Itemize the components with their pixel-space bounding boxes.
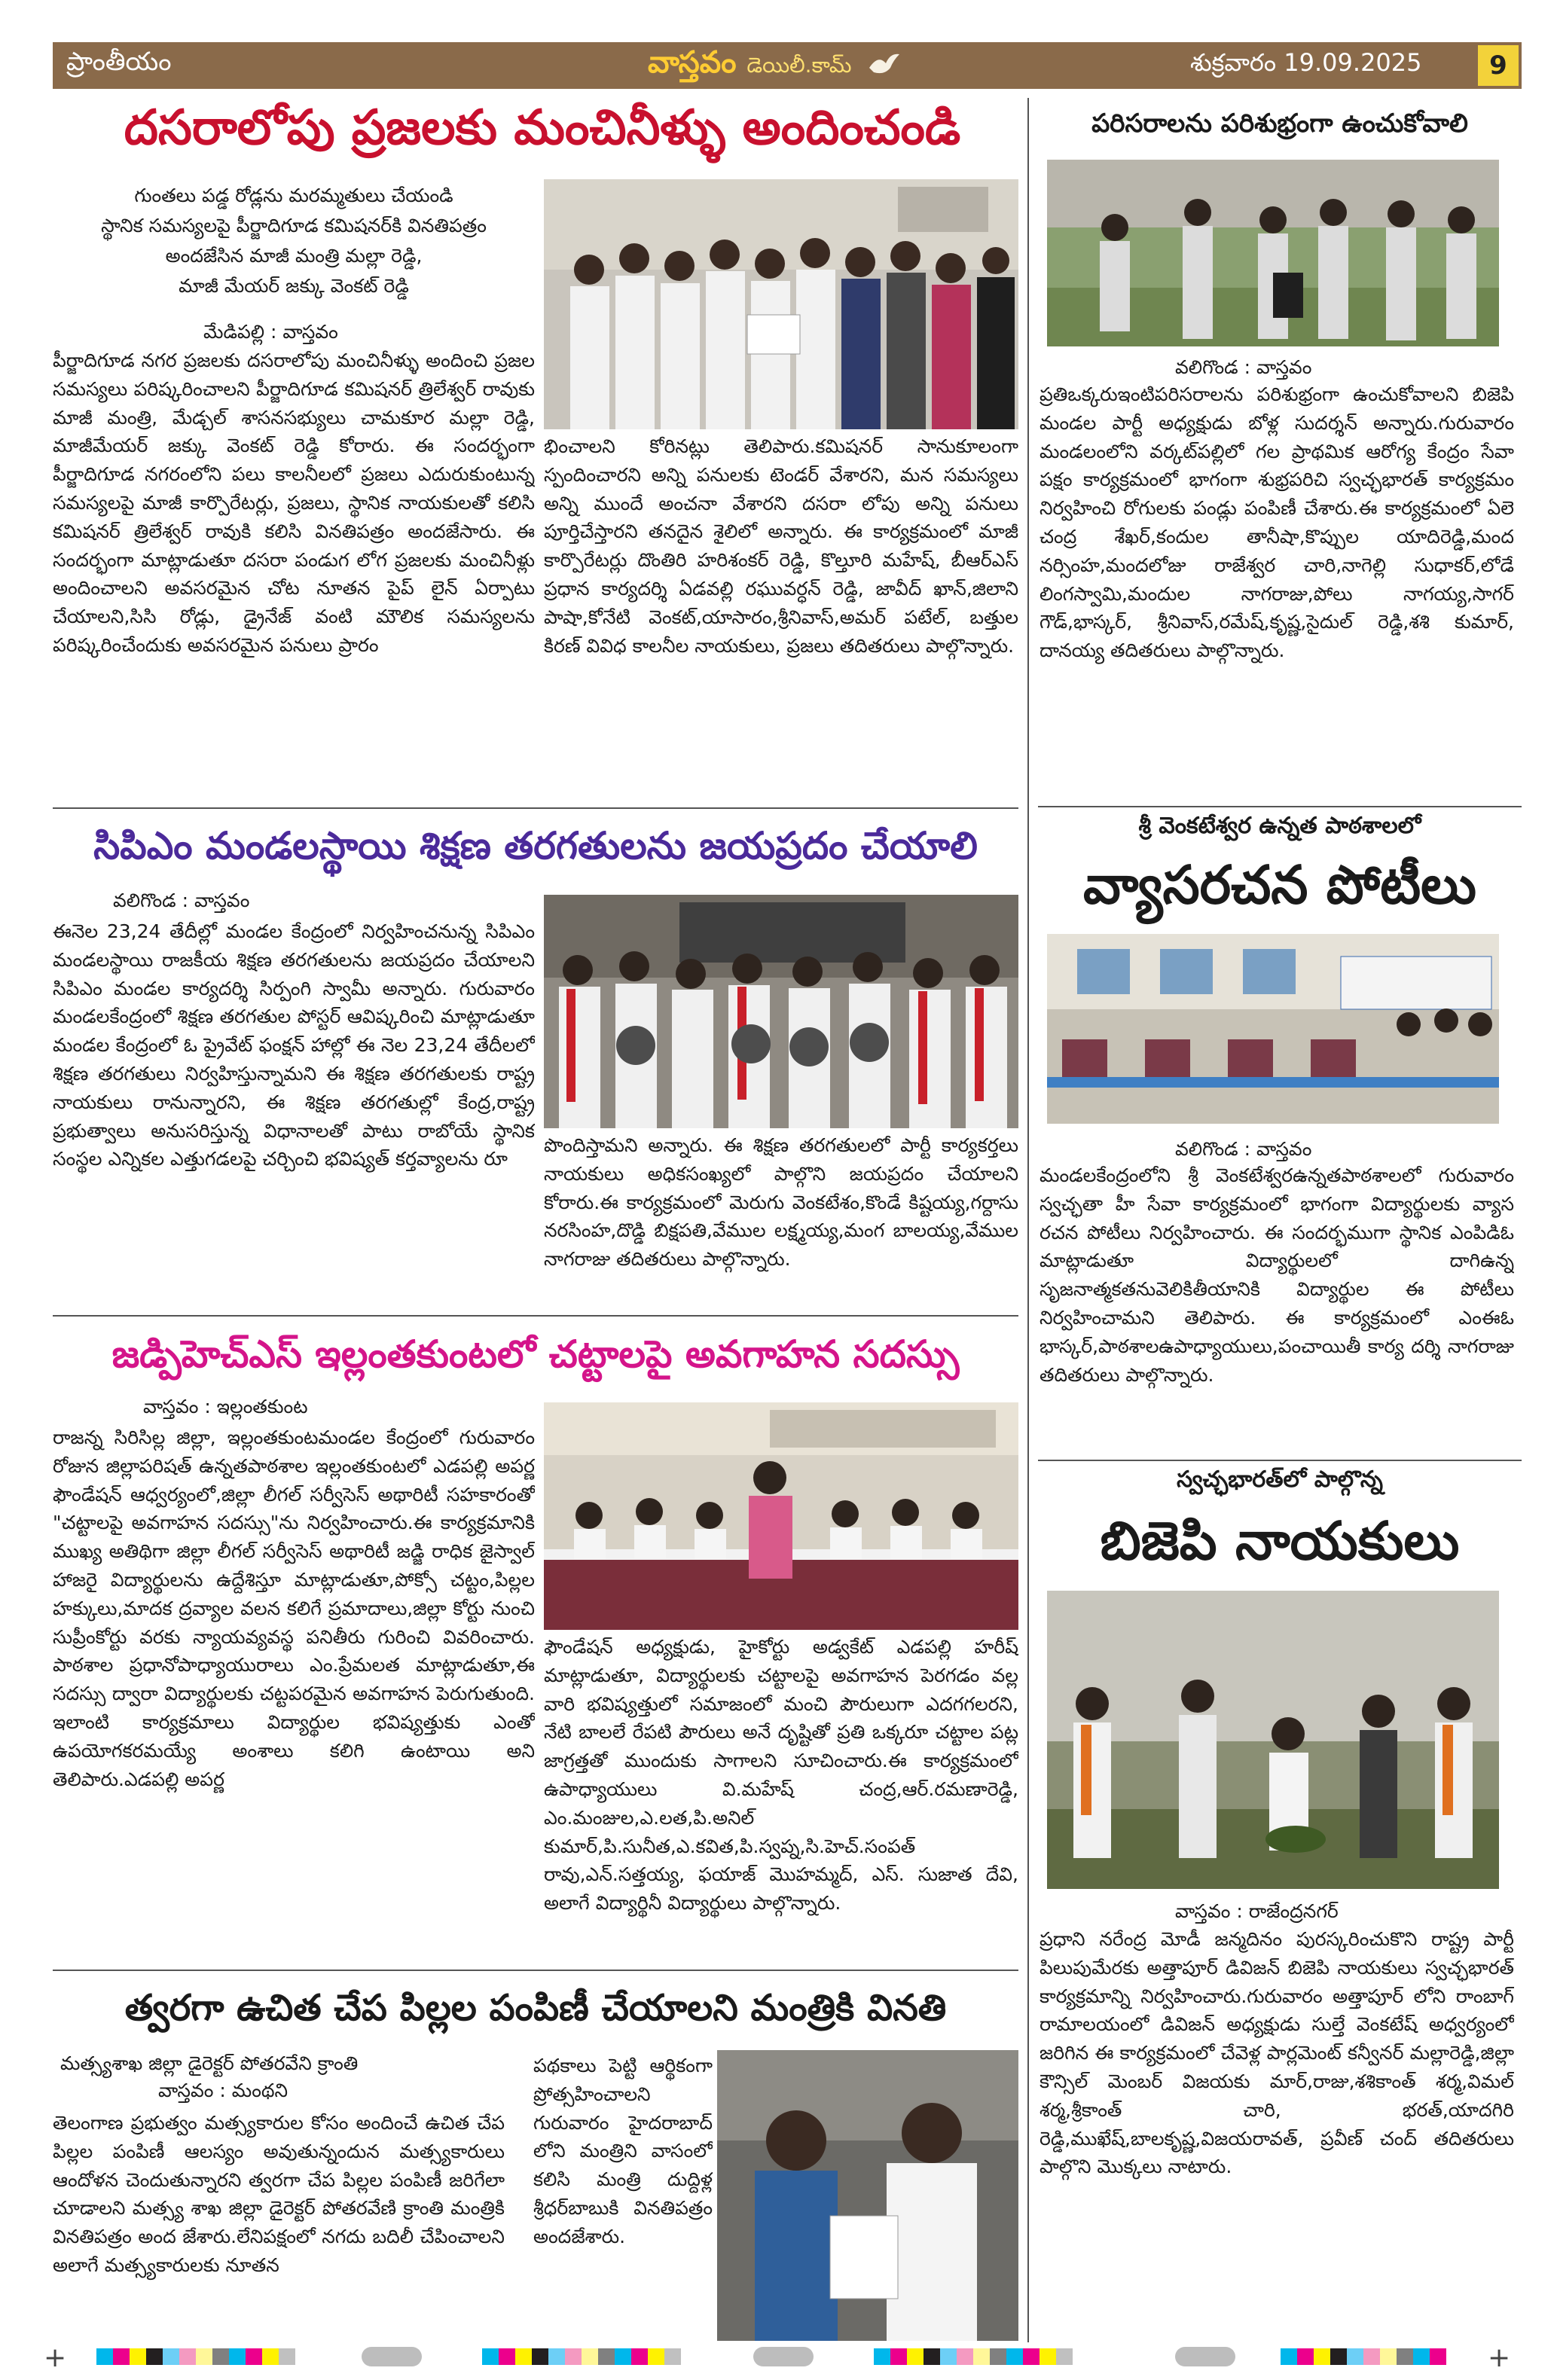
color-bar: [874, 2348, 1073, 2365]
newspaper-logo: [648, 45, 901, 87]
article2-headline: సిపిఎం మండలస్థాయి శిక్షణ తరగతులను జయప్రదం చేయాలి: [93, 824, 978, 868]
divider: [53, 807, 1018, 809]
bird-logo-icon: [868, 51, 901, 77]
article4-photo: [717, 2050, 1018, 2341]
right1-dateline: వలిగొండ : వాస్తవం: [1175, 356, 1312, 378]
right3-kicker: స్వచ్ఛభారత్‌లో పాల్గొన్న: [1177, 1466, 1383, 1493]
article1-dateline: మేడిపల్లి : వాస్తవం: [203, 321, 338, 343]
divider: [53, 1315, 1018, 1317]
article2-body-right: పొందిస్తామని అన్నారు. ఈ శిక్షణ తరగతులలో పార్టీ కార్యకర్తలు నాయకులు అధికసంఖ్యలో పాల్గొని జయప్రదం చేయాలని కోరారు.ఈ కార్యక్రమంలో మెరుగు వెంకటేశం,కొండే కిష్టయ్య,గర్దాసు నరసింహ,దొడ్డి బిక్షపతి,వేముల లక్ష్మయ్య,మంగ బాలయ్య,వేముల నాగరాజు తదితరులు పాల్గొన్నారు.: [544, 1134, 1018, 1271]
article1-headline: దసరాలోపు ప్రజలకు మంచినీళ్ళు అందించండి: [124, 100, 961, 156]
article4-body-left: తెలంగాణ ప్రభుత్వం మత్స్యకారుల కోసం అందించే ఉచిత చేప పిల్లల పంపిణీ ఆలస్యం అవుతున్నందున మత్స్యకారులు ఆందోళన చెందుతున్నారని త్వరగా చేప పిల్లల పంపిణీ జరిగేలా చూడాలని మత్స్య శాఖ జిల్లా డైరెక్టర్ పోతరవేణి క్రాంతి మంత్రికి వినతిపత్రం అంద జేశారు.లేనిపక్షంలో నగదు బదిలీ చేపించాలని అలాగే మత్స్యకారులకు నూతన: [53, 2112, 505, 2276]
print-mark: [1175, 2347, 1235, 2366]
right1-headline: పరిసరాలను పరిశుభ్రంగా ఉంచుకోవాలి: [1091, 108, 1468, 139]
article2-body-left: ఈనెల 23,24 తేదీల్లో మండల కేంద్రంలో నిర్వహించనున్న సిపిఎం మండలస్థాయి రాజకీయ శిక్షణ తరగతులను జయప్రదం చేయాలని సిపిఎం మండల కార్యదర్శి సిర్పంగి స్వామీ అన్నారు. గురువారం మండలకేంద్రంలో శిక్షణ తరగతుల పోస్టర్ ఆవిష్కరించి మాట్లాడుతూ మండల కేంద్రంలో ఓ ప్రైవేట్ ఫంక్షన్ హాల్లో ఈ నెల 23,24 తేదీలలో శిక్షణ తరగతులు నిర్వహిస్తున్నామని ఈ శిక్షణ తరగతులకు రాష్ట్ర నాయకులు రానున్నారని, ఈ శిక్షణ తరగతుల్లో కేంద్ర,రాష్ట్ర ప్రభుత్వాలు అనుసరిస్తున్న విధానాలతో పాటు రాబోయే స్థానిక సంస్థల ఎన్నికల ఎత్తుగడలపై చర్చించి భవిష్యత్ కర్తవ్యాలను రూ: [53, 920, 535, 1170]
divider: [53, 1970, 1018, 1971]
divider: [1038, 1460, 1522, 1461]
article2-dateline: వలిగొండ : వాస్తవం: [113, 889, 250, 911]
right2-photo: [1047, 934, 1499, 1124]
right2-kicker: శ్రీ వెంకటేశ్వర ఉన్నత పాఠశాలలో: [1138, 813, 1421, 839]
article3-headline: జడ్పిహెచ్ఎస్ ఇల్లంతకుంటలో చట్టాలపై అవగాహన సదస్సు: [111, 1332, 960, 1376]
logo-subtext: డెయిలీ.కామ్: [746, 53, 852, 78]
registration-mark-icon: +: [44, 2342, 67, 2373]
section-label: ప్రాంతీయం: [66, 47, 172, 77]
right1-body: ప్రతిఒక్కరుఇంటిపరిసరాలను పరిశుభ్రంగా ఉంచుకోవాలని బిజెపి మండల పార్టీ అధ్యక్షుడు బోళ్ల సుదర్శన్ అన్నారు.గురువారం మండలంలోని వర్కట్‌పల్లిలో గల ప్రాథమిక ఆరోగ్య కేంద్రం సేవా పక్షం కార్యక్రమంలో భాగంగా శుభ్రపరిచి స్వచ్ఛభారత్ కార్యక్రమం నిర్వహించి రోగులకు పండ్లు పంపిణీ చేశారు.ఈ కార్యక్రమంలో ఏలె చంద్ర శేఖర్,కందుల తానీషా,కొప్పుల యాదిరెడ్డి,మంద నర్సింహ,మందలోజు రాజేశ్వర చారి,నాగెల్లి సుధాకర్,లోడే లింగస్వామి,మందుల నాగరాజు,పోలు నాగయ్య,సాగర్ గౌడ్,భాస్కర్, శ్రీనివాస్,రమేష్,కృష్ణ,సైదుల్ రెడ్డి,శశి కుమార్, దానయ్య తదితరులు పాల్గొన్నారు.: [1040, 383, 1514, 662]
issue-date: శుక్రవారం 19.09.2025: [1190, 48, 1422, 77]
color-bar: [1281, 2348, 1446, 2365]
article4-headline: త్వరగా ఉచిత చేప పిల్లల పంపిణీ చేయాలని మంత్రికి వినతి: [124, 1987, 947, 2029]
print-mark: [362, 2347, 422, 2366]
right3-headline: బిజెపి నాయకులు: [1100, 1510, 1460, 1572]
color-bar: [482, 2348, 681, 2365]
print-mark: [753, 2347, 814, 2366]
logo-text: వాస్తవం: [648, 45, 737, 80]
right3-photo: [1047, 1591, 1499, 1889]
masthead-band: [53, 42, 1522, 89]
article1-body-right: భించాలని కోరినట్లు తెలిపారు.కమిషనర్ సానుకూలంగా స్పందించారని అన్ని పనులకు టెండర్ వేశారని, మన సమస్యలు అన్ని ముందే అంచనా వేశారని దసరా లోపు అన్ని పనులు పూర్తిచేస్తారని తనదైన శైలిలో అన్నారు. ఈ కార్యక్రమంలో మాజీ కార్పొరేటర్లు దొంతిరి హరిశంకర్ రెడ్డి, కొల్తూరి మహేష్, బీఆర్ఎస్ ప్రధాన కార్యదర్శి ఏడవల్లి రఘువర్ధన్ రెడ్డి, జావీద్ ఖాన్,జిలాని పాషా,కోనేటి వెంకట్,యాసారం,శ్రీనివాస్,అమర్ పటేల్, బత్తుల కిరణ్ వివిధ కాలనీల నాయకులు, ప్రజలు తదితరులు పాల్గొన్నారు.: [544, 435, 1018, 657]
right1-photo: [1047, 160, 1499, 346]
column-divider: [1027, 98, 1029, 2342]
article4-deck: మత్స్యశాఖ జిల్లా డైరెక్టర్ పోతరవేని క్రాంతి: [60, 2052, 359, 2074]
right2-body: మండలకేంద్రంలోని శ్రీ వెంకటేశ్వరఉన్నతపాఠశాలలో గురువారం స్వచ్ఛతా హీ సేవా కార్యక్రమంలో భాగంగా విద్యార్థులకు వ్యాస రచన పోటీలు నిర్వహించారు. ఈ సందర్భముగా స్థానిక ఎంపిడిఓ మాట్లాడుతూ విద్యార్థులలో దాగిఉన్న సృజనాత్మకతనువెలికితీయానికి విద్యార్థుల ఈ పోటీలు నిర్వహించామని తెలిపారు. ఈ కార్యక్రమంలో ఎంఈఓ భాస్కర్,పాఠశాలఉపాధ్యాయులు,పంచాయితీ కార్య దర్శి నాగరాజు తదితరులు పాల్గొన్నారు.: [1040, 1164, 1514, 1386]
article1-photo: [544, 179, 1018, 429]
right2-dateline: వలిగొండ : వాస్తవం: [1175, 1138, 1312, 1160]
article2-photo: [544, 895, 1018, 1128]
article1-deck: గుంతలు పడ్డ రోడ్లను మరమ్మతులు చేయండి స్థానిక సమస్యలపై పీర్జాదిగూడ కమిషనర్‌కి వినతిపత్రం అందజేసిన మాజీ మంత్రి మల్లా రెడ్డి, మాజీ మేయర్ జక్కు వెంకట్ రెడ్డి: [101, 185, 487, 297]
registration-mark-icon: +: [1488, 2342, 1511, 2373]
article1-body-left: పీర్జాదిగూడ నగర ప్రజలకు దసరాలోపు మంచినీళ్ళు అందించి ప్రజల సమస్యలు పరిష్కరించాలని పీర్జాదిగూడ కమిషనర్ త్రిలేశ్వర్ రావుకు మాజీ మంత్రి, మేడ్చల్ శాసనసభ్యులు చామకూర మల్లా రెడ్డి, మాజీమేయర్ జక్కు వెంకట్ రెడ్డి కోరారు. ఈ సందర్భంగా పీర్జాదిగూడ నగరంలోని పలు కాలనీలలో ప్రజలు ఎదురుకుంటున్న సమస్యలపై మాజీ కార్పొరేటర్లు, ప్రజలు, స్థానిక నాయకులతో కలిసి కమిషనర్ త్రిలేశ్వర్ రావుకి కలిసి వినతిపత్రం అందజేసారు. ఈ సందర్భంగా మాట్లాడుతూ దసరా పండుగ లోగ ప్రజలకు మంచినీళ్లు అందించాలని అవసరమైన చోట నూతన పైప్ లైన్ ఏర్పాటు చేయాలని,సిసి రోడ్లు, డ్రైనేజ్ వంటి మౌలిక సమస్యలను పరిష్కరించేందుకు అవసరమైన పనులు ప్రారం: [53, 349, 535, 656]
color-bar: [96, 2348, 295, 2365]
right2-headline: వ్యాసరచన పోటీలు: [1083, 854, 1476, 916]
article3-dateline: వాస్తవం : ఇల్లంతకుంట: [143, 1396, 308, 1417]
divider: [1038, 806, 1522, 807]
article3-photo: [544, 1402, 1018, 1630]
page-number: 9: [1478, 45, 1519, 86]
article4-body-right: పథకాలు పెట్టి ఆర్థికంగా ప్రోత్సహించాలని గురువారం హైదరాబాద్ లోని మంత్రిని వాసంలో కలిసి మంత్రి దుద్దిళ్ల శ్రీధర్‌బాబుకి వినతిపత్రం అందజేశారు.: [533, 2055, 713, 2247]
article3-body-right: ఫౌండేషన్ అధ్యక్షుడు, హైకోర్టు అడ్వకేట్ ఎడపల్లి హరీష్ మాట్లాడుతూ, విద్యార్థులకు చట్టాలపై అవగాహన పెరగడం వల్ల వారి భవిష్యత్తులో సమాజంలో మంచి పౌరులుగా ఎదగగలరని, నేటి బాలలే రేపటి పౌరులు అనే దృష్టితో ప్రతి ఒక్కరూ చట్టాల పట్ల జాగ్రత్తతో ముందుకు సాగాలని సూచించారు.ఈ కార్యక్రమంలో ఉపాధ్యాయులు వి.మహేష్ చంద్ర,ఆర్.రమణారెడ్డి, ఎం.మంజుల,ఎ.లత,పి.అనిల్ కుమార్,పి.సునీత,ఎ.కవిత,పి.స్వప్న,సి.హెచ్.సంపత్ రావు,ఎన్.సత్తయ్య, ఫయాజ్ మొహమ్మద్, ఎస్. సుజాత దేవి, అలాగే విద్యార్థినీ విద్యార్థులు పాల్గొన్నారు.: [544, 1636, 1018, 1915]
article3-body-left: రాజన్న సిరిసిల్ల జిల్లా, ఇల్లంతకుంటమండల కేంద్రంలో గురువారం రోజున జిల్లాపరిషత్ ఉన్నతపాఠశాల ఇల్లంతకుంటలో ఎడపల్లి అపర్ణ ఫౌండేషన్ ఆధ్వర్యంలో,జిల్లా లీగల్ సర్వీసెస్ అథారిటీ సహకారంతో "చట్టాలపై అవగాహన సదస్సు"ను నిర్వహించారు.ఈ కార్యక్రమానికి ముఖ్య అతిథిగా జిల్లా లీగల్ సర్వీసెస్ అథారిటీ జడ్జి రాధిక జైస్వాల్ హాజరై విద్యార్థులను ఉద్దేశిస్తూ మాట్లాడుతూ,పోక్సో చట్టం,పిల్లల హక్కులు,మాదక ద్రవ్యాల వలన కలిగే ప్రమాదాలు,జిల్లా కోర్టు నుంచి సుప్రీంకోర్టు వరకు న్యాయవ్యవస్థ పనితీరు గురించి వివరించారు. పాఠశాల ప్రధానోపాధ్యాయురాలు ఎం.ప్రేమలత మాట్లాడుతూ,ఈ సదస్సు ద్వారా విద్యార్థులకు చట్టపరమైన అవగాహన పెరుగుతుంది. ఇలాంటి కార్యక్రమాలు విద్యార్థుల భవిష్యత్తుకు ఎంతో ఉపయోగకరమయ్యే అంశాలు కలిగి ఉంటాయి అని తెలిపారు.ఎడపల్లి అపర్ణ: [53, 1426, 535, 1790]
article4-dateline: వాస్తవం : మంథని: [158, 2079, 289, 2101]
right3-dateline: వాస్తవం : రాజేంద్రనగర్: [1175, 1900, 1339, 1922]
right3-body: ప్రధాని నరేంద్ర మోడీ జన్మదినం పురస్కరించుకొని రాష్ట్ర పార్టీ పిలుపుమేరకు అత్తాపూర్ డివిజన్ బిజెపి నాయకులు స్వచ్ఛభారత్ కార్యక్రమాన్ని నిర్వహించారు.గురువారం అత్తాపూర్ లోని రాంబాగ్ రామాలయంలో డివిజన్ అధ్యక్షుడు సుల్తే వెంకటేష్ అధ్వర్యంలో జరిగిన ఈ కార్యక్రమంలో చేవెళ్ల పార్లమెంట్ కన్వీనర్ మల్లారెడ్డి,జిల్లా కౌన్సిల్ మెంబర్ విజయకు మార్,రాజు,శశికాంత్ శర్మ,విమల్ శర్మ,శ్రీకాంత్ చారి, భరత్,యాదగిరి రెడ్డి,ముఖేష్,బాలకృష్ణ,విజయరావత్, ప్రవీణ్ చంద్ తదితరులు పాల్గొని మొక్కలు నాటారు.: [1040, 1928, 1514, 2178]
